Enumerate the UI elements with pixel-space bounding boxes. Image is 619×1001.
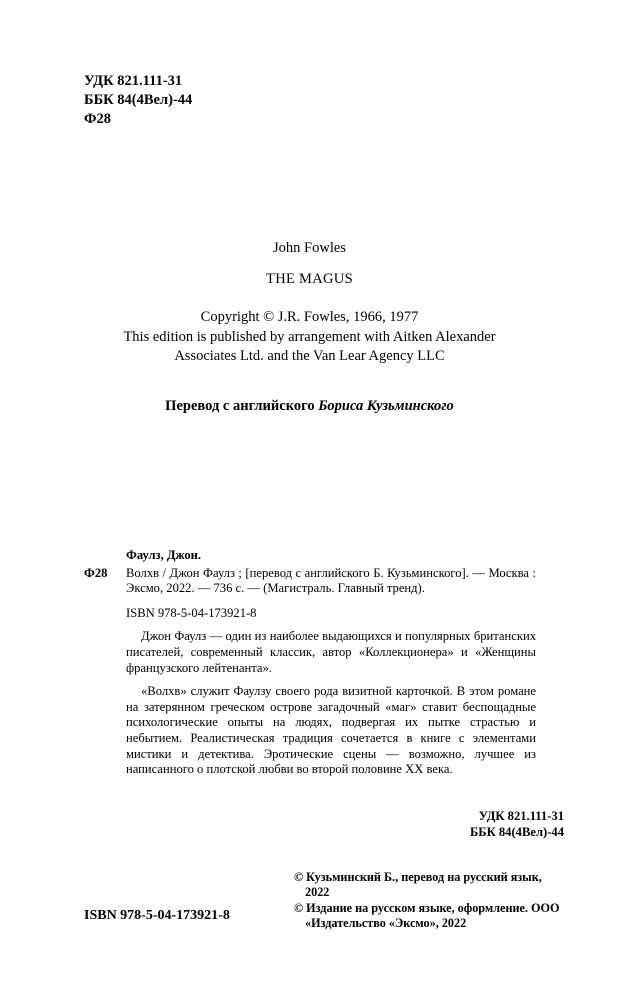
cip-description: Волхв / Джон Фаулз ; [перевод с английского Б. Кузьминского]. — Москва : Эксмо, 2022. — 736 с. — (Магистраль. Главный тренд).	[126, 565, 536, 596]
translator-credit	[0, 396, 619, 416]
udk-code: УДК 821.111-31	[84, 73, 183, 89]
bbk-code-repeat: ББК 84(4Вел)-44	[469, 825, 564, 839]
copyright-notes	[294, 870, 564, 932]
original-title: THE MAGUS	[266, 271, 353, 287]
udk-code-repeat: УДК 821.111-31	[478, 809, 564, 823]
cip-author-heading: Фаулз, Джон.	[126, 548, 202, 562]
original-copyright	[0, 308, 619, 367]
classification-block	[84, 72, 192, 129]
cip-isbn: ISBN 978-5-04-173921-8	[126, 605, 257, 620]
isbn-bottom: ISBN 978-5-04-173921-8	[84, 908, 230, 923]
classification-repeat-block	[470, 808, 564, 840]
translator-prefix: Перевод с английского	[165, 397, 319, 414]
annotation-paragraph-2: «Волхв» служит Фаулзу своего рода визитной карточкой. В этом романе на затерянном греческом острове загадочный «маг» ставит беспощадные психологические опыты на людях, подвергая их пытке страстью и небытием. Реалистическая традиция сочетается в книге с элементами мистики и детектива. Эротические сцены — возможно, лучшее из написанного о плотской любви во второй половине XX века.	[126, 684, 536, 777]
cip-index: Ф28	[84, 565, 108, 580]
translator-name: Бориса Кузьминского	[318, 397, 454, 414]
cip-description-row	[84, 566, 536, 597]
copyright-line-2: This edition is published by arrangement with Aitken Alexander	[123, 328, 496, 345]
annotation-paragraph-1: Джон Фаулз — один из наиболее выдающихся и популярных британских писателей, современный классик, автор «Коллекционера» и «Женщины французского лейтенанта».	[126, 629, 536, 675]
original-author: John Fowles	[273, 240, 346, 256]
copyright-line-3: Associates Ltd. and the Van Lear Agency LLC	[174, 348, 445, 364]
copyright-note-translation: © Кузьминский Б., перевод на русский язык, 2022	[294, 870, 542, 900]
copyright-note-publisher: © Издание на русском языке, оформление. ООО «Издательство «Эксмо», 2022	[294, 900, 560, 931]
catalog-index: Ф28	[84, 111, 111, 127]
copyright-line-1: Copyright © J.R. Fowles, 1966, 1977	[200, 309, 419, 325]
bbk-code: ББК 84(4Вел)-44	[84, 92, 193, 108]
original-edition-block	[0, 238, 619, 416]
cip-block	[84, 548, 536, 778]
